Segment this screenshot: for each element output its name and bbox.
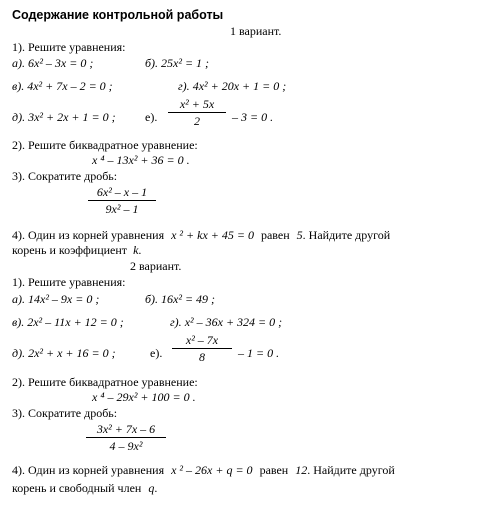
v1-task1-d	[12, 110, 116, 124]
text: равен	[259, 463, 289, 477]
v2-task2-equation: x ⁴ – 29x² + 100 = 0 .	[92, 390, 196, 404]
item-mark: а).	[12, 56, 25, 70]
v2-task3-label: 3). Сократите дробь:	[12, 406, 118, 420]
equation: 4x² + 20x + 1 = 0 ;	[192, 79, 287, 93]
v1-task3-label: 3). Сократите дробь:	[12, 169, 118, 183]
equation: 4x² + 7x – 2 = 0 ;	[27, 79, 113, 93]
variant1-heading: 1 вариант.	[230, 24, 282, 38]
item-mark: г).	[178, 79, 190, 93]
numerator: 3x² + 7x – 6	[96, 422, 156, 436]
v2-task1-label: 1). Решите уравнения:	[12, 275, 126, 289]
numerator: 6x² – x – 1	[96, 185, 148, 199]
v2-task1-v	[12, 315, 124, 329]
text: . Найдите другой	[302, 228, 391, 242]
item-mark: д).	[12, 346, 26, 360]
text: .	[138, 243, 142, 257]
equation: 16x² = 49 ;	[161, 292, 216, 306]
item-mark: б).	[145, 292, 159, 306]
item-mark: в).	[12, 315, 25, 329]
denominator: 2	[194, 114, 200, 128]
fraction-bar	[88, 200, 156, 201]
v2-task1-b	[145, 292, 215, 306]
text: . Найдите другой	[307, 463, 395, 477]
v1-task1-label: 1). Решите уравнения:	[12, 40, 126, 54]
document-title: Содержание контрольной работы	[12, 8, 224, 22]
variable: q	[148, 481, 155, 495]
v1-task1-a	[12, 56, 93, 70]
fraction-bar	[86, 437, 166, 438]
fraction-bar	[168, 112, 226, 113]
equation: 14x² – 9x = 0 ;	[28, 292, 100, 306]
v1-task1-e-tail: – 3 = 0 .	[232, 110, 274, 124]
numerator: x² + 5x	[179, 97, 215, 111]
text: равен	[260, 228, 290, 242]
denominator: 4 – 9x²	[109, 439, 143, 453]
equation: 2x² + x + 16 = 0 ;	[28, 346, 116, 360]
v2-task1-g	[170, 315, 282, 329]
variable: k	[133, 243, 139, 257]
fraction-bar	[172, 348, 232, 349]
v2-task1-e-tail: – 1 = 0 .	[238, 346, 280, 360]
v2-task4-line1	[12, 463, 395, 477]
denominator: 9x² – 1	[105, 202, 139, 216]
text: корень и свободный член	[12, 481, 142, 495]
v2-task1-a	[12, 292, 99, 306]
denominator: 8	[199, 350, 205, 364]
v2-task1-e-fraction	[172, 333, 232, 364]
v1-task1-b	[145, 56, 209, 70]
text: 4). Один из корней уравнения	[12, 228, 165, 242]
equation: x ² + kx + 45 = 0	[171, 228, 254, 242]
item-mark: г).	[170, 315, 182, 329]
equation: 6x² – 3x = 0 ;	[28, 56, 94, 70]
v1-task2-label: 2). Решите биквадратное уравнение:	[12, 138, 198, 152]
v2-task1-d	[12, 346, 116, 360]
item-mark: б).	[145, 56, 159, 70]
item-mark: д).	[12, 110, 26, 124]
v2-task1-e-mark: е).	[150, 346, 163, 360]
text: корень и коэффициент	[12, 243, 128, 257]
v1-task4-line1	[12, 228, 390, 242]
value: 5	[296, 228, 303, 242]
variant2-heading: 2 вариант.	[130, 259, 182, 273]
v1-task2-equation: x ⁴ – 13x² + 36 = 0 .	[92, 153, 190, 167]
value: 12	[295, 463, 308, 477]
text: .	[154, 481, 158, 495]
equation: 25x² = 1 ;	[161, 56, 210, 70]
v2-task4-line2	[12, 481, 157, 495]
v1-task1-e-mark: е).	[145, 110, 158, 124]
v1-task1-g	[178, 79, 286, 93]
item-mark: а).	[12, 292, 25, 306]
v2-task2-label: 2). Решите биквадратное уравнение:	[12, 375, 198, 389]
numerator: x² – 7x	[185, 333, 219, 347]
equation: x² – 36x + 324 = 0 ;	[184, 315, 283, 329]
v1-task1-v	[12, 79, 113, 93]
equation: x ² – 26x + q = 0	[171, 463, 253, 477]
equation: 3x² + 2x + 1 = 0 ;	[28, 110, 116, 124]
text: 4). Один из корней уравнения	[12, 463, 165, 477]
item-mark: в).	[12, 79, 25, 93]
v1-task4-line2	[12, 243, 141, 257]
v2-task3-fraction	[86, 422, 166, 453]
equation: 2x² – 11x + 12 = 0 ;	[27, 315, 124, 329]
v1-task1-e-fraction	[168, 97, 226, 128]
v1-task3-fraction	[88, 185, 156, 216]
